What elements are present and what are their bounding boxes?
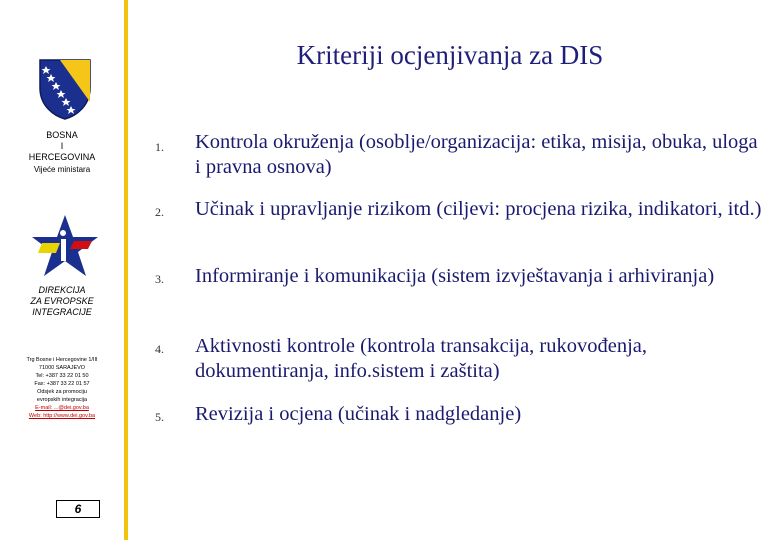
contact-address: Trg Bosne i Hercegovine 1/III — [26, 357, 98, 363]
contact-web-link[interactable]: Web: http://www.dei.gov.ba — [28, 413, 96, 419]
item-number-1: 1. — [155, 140, 164, 154]
contact-phone: Tel: +387 33 22 01 50 — [35, 373, 89, 379]
list-item-2: Učinak i upravljanje rizikom (ciljevi: procjena rizika, indikatori, itd.) — [195, 198, 762, 220]
agency-line-2: ZA EVROPSKE — [30, 296, 94, 306]
sidebar-panel — [0, 0, 128, 540]
bih-coat-of-arms-icon — [38, 58, 92, 120]
item-number-2: 2. — [155, 205, 164, 219]
contact-fax: Fax: +387 33 22 01 57 — [34, 381, 90, 387]
contact-email-link[interactable]: E-mail: ...@dei.gov.ba — [35, 405, 89, 411]
contact-city: 71000 SARAJEVO — [38, 365, 86, 371]
contact-department-2: evropskih integracija — [36, 397, 88, 403]
page-number: 6 — [56, 500, 100, 518]
country-line-2: I — [60, 141, 64, 151]
item-number-3: 3. — [155, 272, 164, 286]
agency-line-3: INTEGRACIJE — [32, 307, 92, 317]
list-item-1: Kontrola okruženja (osoblje/organizacija: etika, misija, obuka, uloga i pravna osnova) — [195, 131, 758, 178]
item-number-4: 4. — [155, 342, 164, 356]
dei-star-logo-icon — [30, 213, 100, 279]
agency-line-1: DIREKCIJA — [38, 285, 86, 295]
list-item-3: Informiranje i komunikacija (sistem izvještavanja i arhiviranja) — [195, 265, 715, 287]
council-of-ministers-label: Vijeće ministara — [33, 165, 91, 174]
list-item-4: Aktivnosti kontrole (kontrola transakcija, rukovođenja, dokumentiranja, info.sistem i zaštita) — [195, 335, 648, 382]
country-line-3: HERCEGOVINA — [28, 152, 96, 162]
item-number-5: 5. — [155, 410, 164, 424]
country-line-1: BOSNA — [46, 130, 78, 140]
slide-title: Kriteriji ocjenjivanja za DIS — [296, 40, 604, 70]
list-item-5: Revizija i ocjena (učinak i nadgledanje) — [195, 403, 522, 425]
contact-department: Odsjek za promociju — [37, 389, 87, 395]
